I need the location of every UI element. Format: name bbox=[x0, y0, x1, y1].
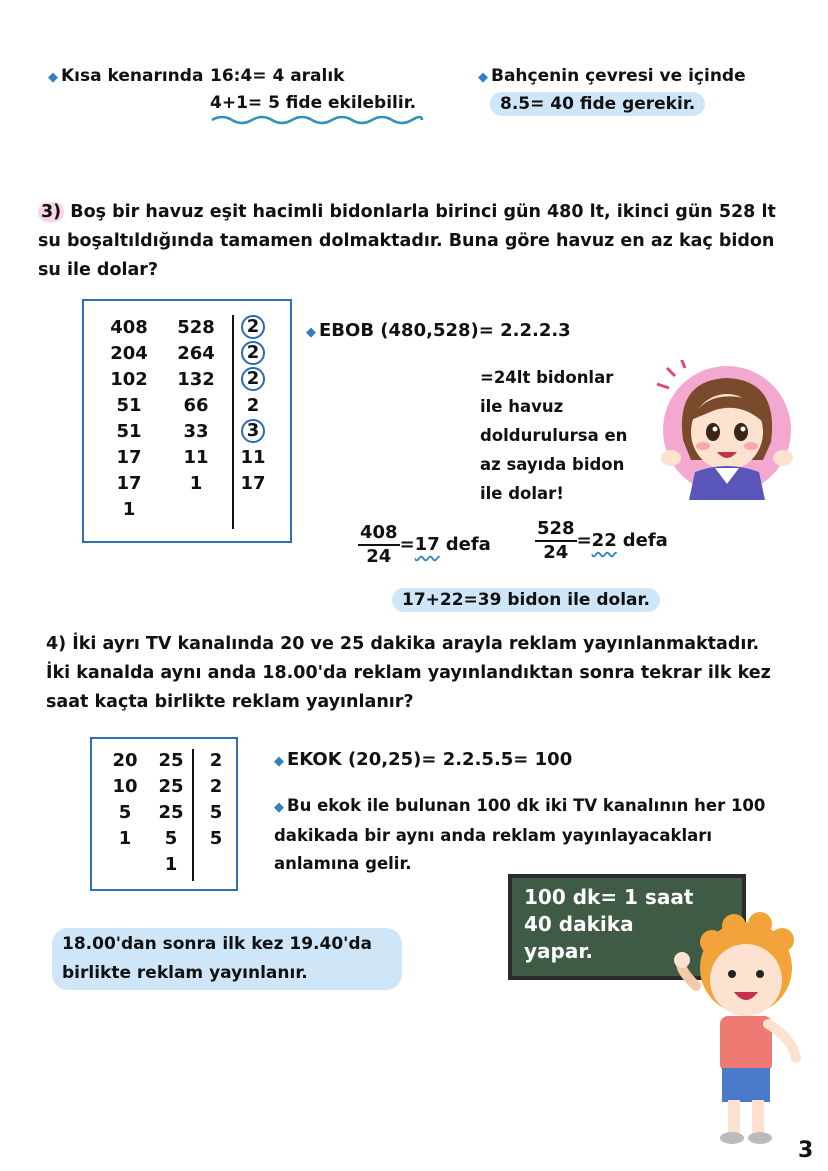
table-value: 5 bbox=[118, 801, 132, 823]
ebob-line bbox=[306, 320, 571, 342]
q3-result: 17+22=39 bidon ile dolar. bbox=[392, 588, 660, 612]
table-value: 1 bbox=[189, 472, 203, 494]
table-row bbox=[96, 392, 276, 418]
table-row bbox=[96, 418, 276, 444]
ebob-text: EBOB (480,528)= 2.2.2.3 bbox=[319, 320, 571, 341]
table-value: 25 bbox=[158, 801, 184, 823]
fraction-1 bbox=[358, 522, 491, 568]
board-line: 40 dakika bbox=[524, 912, 634, 936]
table-row bbox=[96, 444, 276, 470]
fraction-unit: defa bbox=[445, 534, 491, 556]
divisor-cell bbox=[194, 828, 238, 849]
question-4 bbox=[46, 630, 786, 717]
table-value: 5 bbox=[209, 827, 223, 849]
bullet-icon: ◆ bbox=[274, 800, 284, 815]
ekok-line bbox=[274, 749, 572, 771]
dividend-cell bbox=[102, 776, 148, 797]
bullet-icon: ◆ bbox=[274, 754, 284, 769]
ekok-text: EKOK (20,25)= 2.2.5.5= 100 bbox=[287, 749, 573, 770]
top-left-eq2: 4+1= 5 fide ekilebilir. bbox=[210, 93, 417, 113]
divisor-cell bbox=[230, 447, 276, 468]
table-value: 2 bbox=[246, 394, 260, 416]
table-value: 1 bbox=[118, 827, 132, 849]
boy-illustration bbox=[668, 908, 808, 1148]
page-number: 3 bbox=[798, 1138, 814, 1163]
explain-line: doldurulursa en bbox=[480, 426, 628, 445]
table-value: 2 bbox=[241, 341, 265, 365]
table-row bbox=[96, 496, 276, 522]
ebob-explanation bbox=[480, 363, 627, 508]
divisor-cell bbox=[230, 315, 276, 339]
top-right-label: Bahçenin çevresi ve içinde bbox=[491, 66, 746, 86]
top-left-eq1: 16:4= 4 aralık bbox=[210, 66, 345, 86]
divisor-cell bbox=[194, 750, 238, 771]
fraction-denominator: 24 bbox=[366, 546, 392, 567]
table-value: 25 bbox=[158, 749, 184, 771]
fraction-2 bbox=[535, 518, 668, 564]
explain-line: ile havuz bbox=[480, 397, 564, 416]
dividend-cell bbox=[96, 343, 162, 364]
dividend-cell bbox=[148, 776, 194, 797]
top-left-line bbox=[48, 66, 203, 86]
table-value: 10 bbox=[112, 775, 138, 797]
table-value: 132 bbox=[177, 368, 215, 390]
explain-line: az sayıda bidon bbox=[480, 455, 625, 474]
result-line: birlikte reklam yayınlanır. bbox=[62, 963, 308, 983]
top-right-eq: 8.5= 40 fide gerekir. bbox=[490, 92, 705, 116]
dividend-cell bbox=[96, 473, 162, 494]
divisor-cell bbox=[230, 395, 276, 416]
ekok-explain-text: Bu ekok ile bulunan 100 dk iki TV kanalının her 100 dakikada bir aynı anda reklam yayınlayacakları anlamına gelir. bbox=[274, 796, 766, 873]
table-value: 2 bbox=[241, 367, 265, 391]
dividend-cell bbox=[148, 802, 194, 823]
explain-line: =24lt bidonlar bbox=[480, 368, 614, 387]
dividend-cell bbox=[162, 317, 230, 338]
table-row bbox=[102, 747, 238, 773]
fraction bbox=[358, 522, 400, 568]
dividend-cell bbox=[102, 802, 148, 823]
dividend-cell bbox=[96, 499, 162, 520]
table-value: 17 bbox=[116, 446, 142, 468]
dividend-cell bbox=[96, 421, 162, 442]
table-value: 11 bbox=[183, 446, 209, 468]
dividend-cell bbox=[148, 828, 194, 849]
dividend-cell bbox=[162, 473, 230, 494]
dividend-cell bbox=[162, 447, 230, 468]
explain-line: ile dolar! bbox=[480, 484, 564, 503]
divisor-cell bbox=[230, 367, 276, 391]
table-value: 408 bbox=[110, 316, 148, 338]
fraction-result: 22 bbox=[591, 530, 617, 552]
table-value: 33 bbox=[183, 420, 209, 442]
table-value: 17 bbox=[116, 472, 142, 494]
divisor-cell bbox=[194, 776, 238, 797]
dividend-cell bbox=[148, 750, 194, 771]
table-row bbox=[102, 799, 238, 825]
table-value: 51 bbox=[116, 420, 142, 442]
table-value: 17 bbox=[240, 472, 266, 494]
table-row bbox=[102, 773, 238, 799]
dividend-cell bbox=[96, 317, 162, 338]
question-text: İki ayrı TV kanalında 20 ve 25 dakika arayla reklam yayınlanmaktadır. İki kanalda aynı anda 18.00'da reklam yayınlandıktan sonra tekrar ilk kez saat kaçta birlikte reklam yayınlanır? bbox=[46, 634, 771, 712]
dividend-cell bbox=[162, 369, 230, 390]
table-value: 102 bbox=[110, 368, 148, 390]
dividend-cell bbox=[96, 447, 162, 468]
table-value: 5 bbox=[209, 801, 223, 823]
divisor-cell bbox=[230, 473, 276, 494]
dividend-cell bbox=[102, 750, 148, 771]
ekok-division-table bbox=[90, 737, 238, 891]
board-line: yapar. bbox=[524, 939, 593, 963]
fraction bbox=[535, 518, 577, 564]
bullet-icon: ◆ bbox=[306, 325, 316, 340]
q4-result bbox=[52, 928, 402, 990]
top-left-label: Kısa kenarında bbox=[61, 66, 204, 86]
board-line: 100 dk= 1 saat bbox=[524, 885, 694, 909]
table-value: 2 bbox=[209, 749, 223, 771]
dividend-cell bbox=[162, 395, 230, 416]
ebob-division-table bbox=[82, 299, 292, 543]
table-value: 25 bbox=[158, 775, 184, 797]
table-row bbox=[102, 851, 238, 877]
bullet-icon: ◆ bbox=[48, 70, 58, 85]
result-line: 18.00'dan sonra ilk kez 19.40'da bbox=[62, 934, 373, 954]
question-number: 3) bbox=[38, 202, 64, 222]
table-value: 204 bbox=[110, 342, 148, 364]
fraction-unit: defa bbox=[622, 530, 668, 552]
table-value: 264 bbox=[177, 342, 215, 364]
table-value: 51 bbox=[116, 394, 142, 416]
fraction-numerator: 528 bbox=[535, 518, 577, 542]
question-3 bbox=[38, 198, 798, 285]
teacher-girl-illustration bbox=[645, 360, 795, 500]
fraction-numerator: 408 bbox=[358, 522, 400, 546]
question-text: Boş bir havuz eşit hacimli bidonlarla birinci gün 480 lt, ikinci gün 528 lt su boşaltıldığında tamamen dolmaktadır. Buna göre havuz en az kaç bidon su ile dolar? bbox=[38, 202, 776, 280]
fraction-result: 17 bbox=[414, 534, 440, 556]
table-row bbox=[96, 470, 276, 496]
dividend-cell bbox=[148, 854, 194, 875]
divisor-cell bbox=[230, 341, 276, 365]
equals-sign: = bbox=[576, 530, 592, 552]
table-value: 1 bbox=[164, 853, 178, 875]
wavy-underline bbox=[210, 114, 425, 126]
dividend-cell bbox=[102, 828, 148, 849]
table-value: 2 bbox=[209, 775, 223, 797]
table-value: 20 bbox=[112, 749, 138, 771]
table-row bbox=[96, 314, 276, 340]
equals-sign: = bbox=[399, 534, 415, 556]
table-value: 11 bbox=[240, 446, 266, 468]
question-number: 4) bbox=[46, 634, 67, 654]
dividend-cell bbox=[162, 421, 230, 442]
fraction-denominator: 24 bbox=[543, 542, 569, 563]
table-row bbox=[96, 340, 276, 366]
table-value: 66 bbox=[183, 394, 209, 416]
ekok-explanation bbox=[274, 792, 794, 878]
dividend-cell bbox=[96, 395, 162, 416]
dividend-cell bbox=[96, 369, 162, 390]
top-right-line bbox=[478, 66, 746, 86]
table-value: 1 bbox=[122, 498, 136, 520]
divisor-cell bbox=[194, 802, 238, 823]
bullet-icon: ◆ bbox=[478, 70, 488, 85]
table-row bbox=[102, 825, 238, 851]
table-value: 528 bbox=[177, 316, 215, 338]
table-value: 2 bbox=[241, 315, 265, 339]
table-value: 3 bbox=[241, 419, 265, 443]
table-value: 5 bbox=[164, 827, 178, 849]
table-row bbox=[96, 366, 276, 392]
dividend-cell bbox=[162, 343, 230, 364]
divisor-cell bbox=[230, 419, 276, 443]
